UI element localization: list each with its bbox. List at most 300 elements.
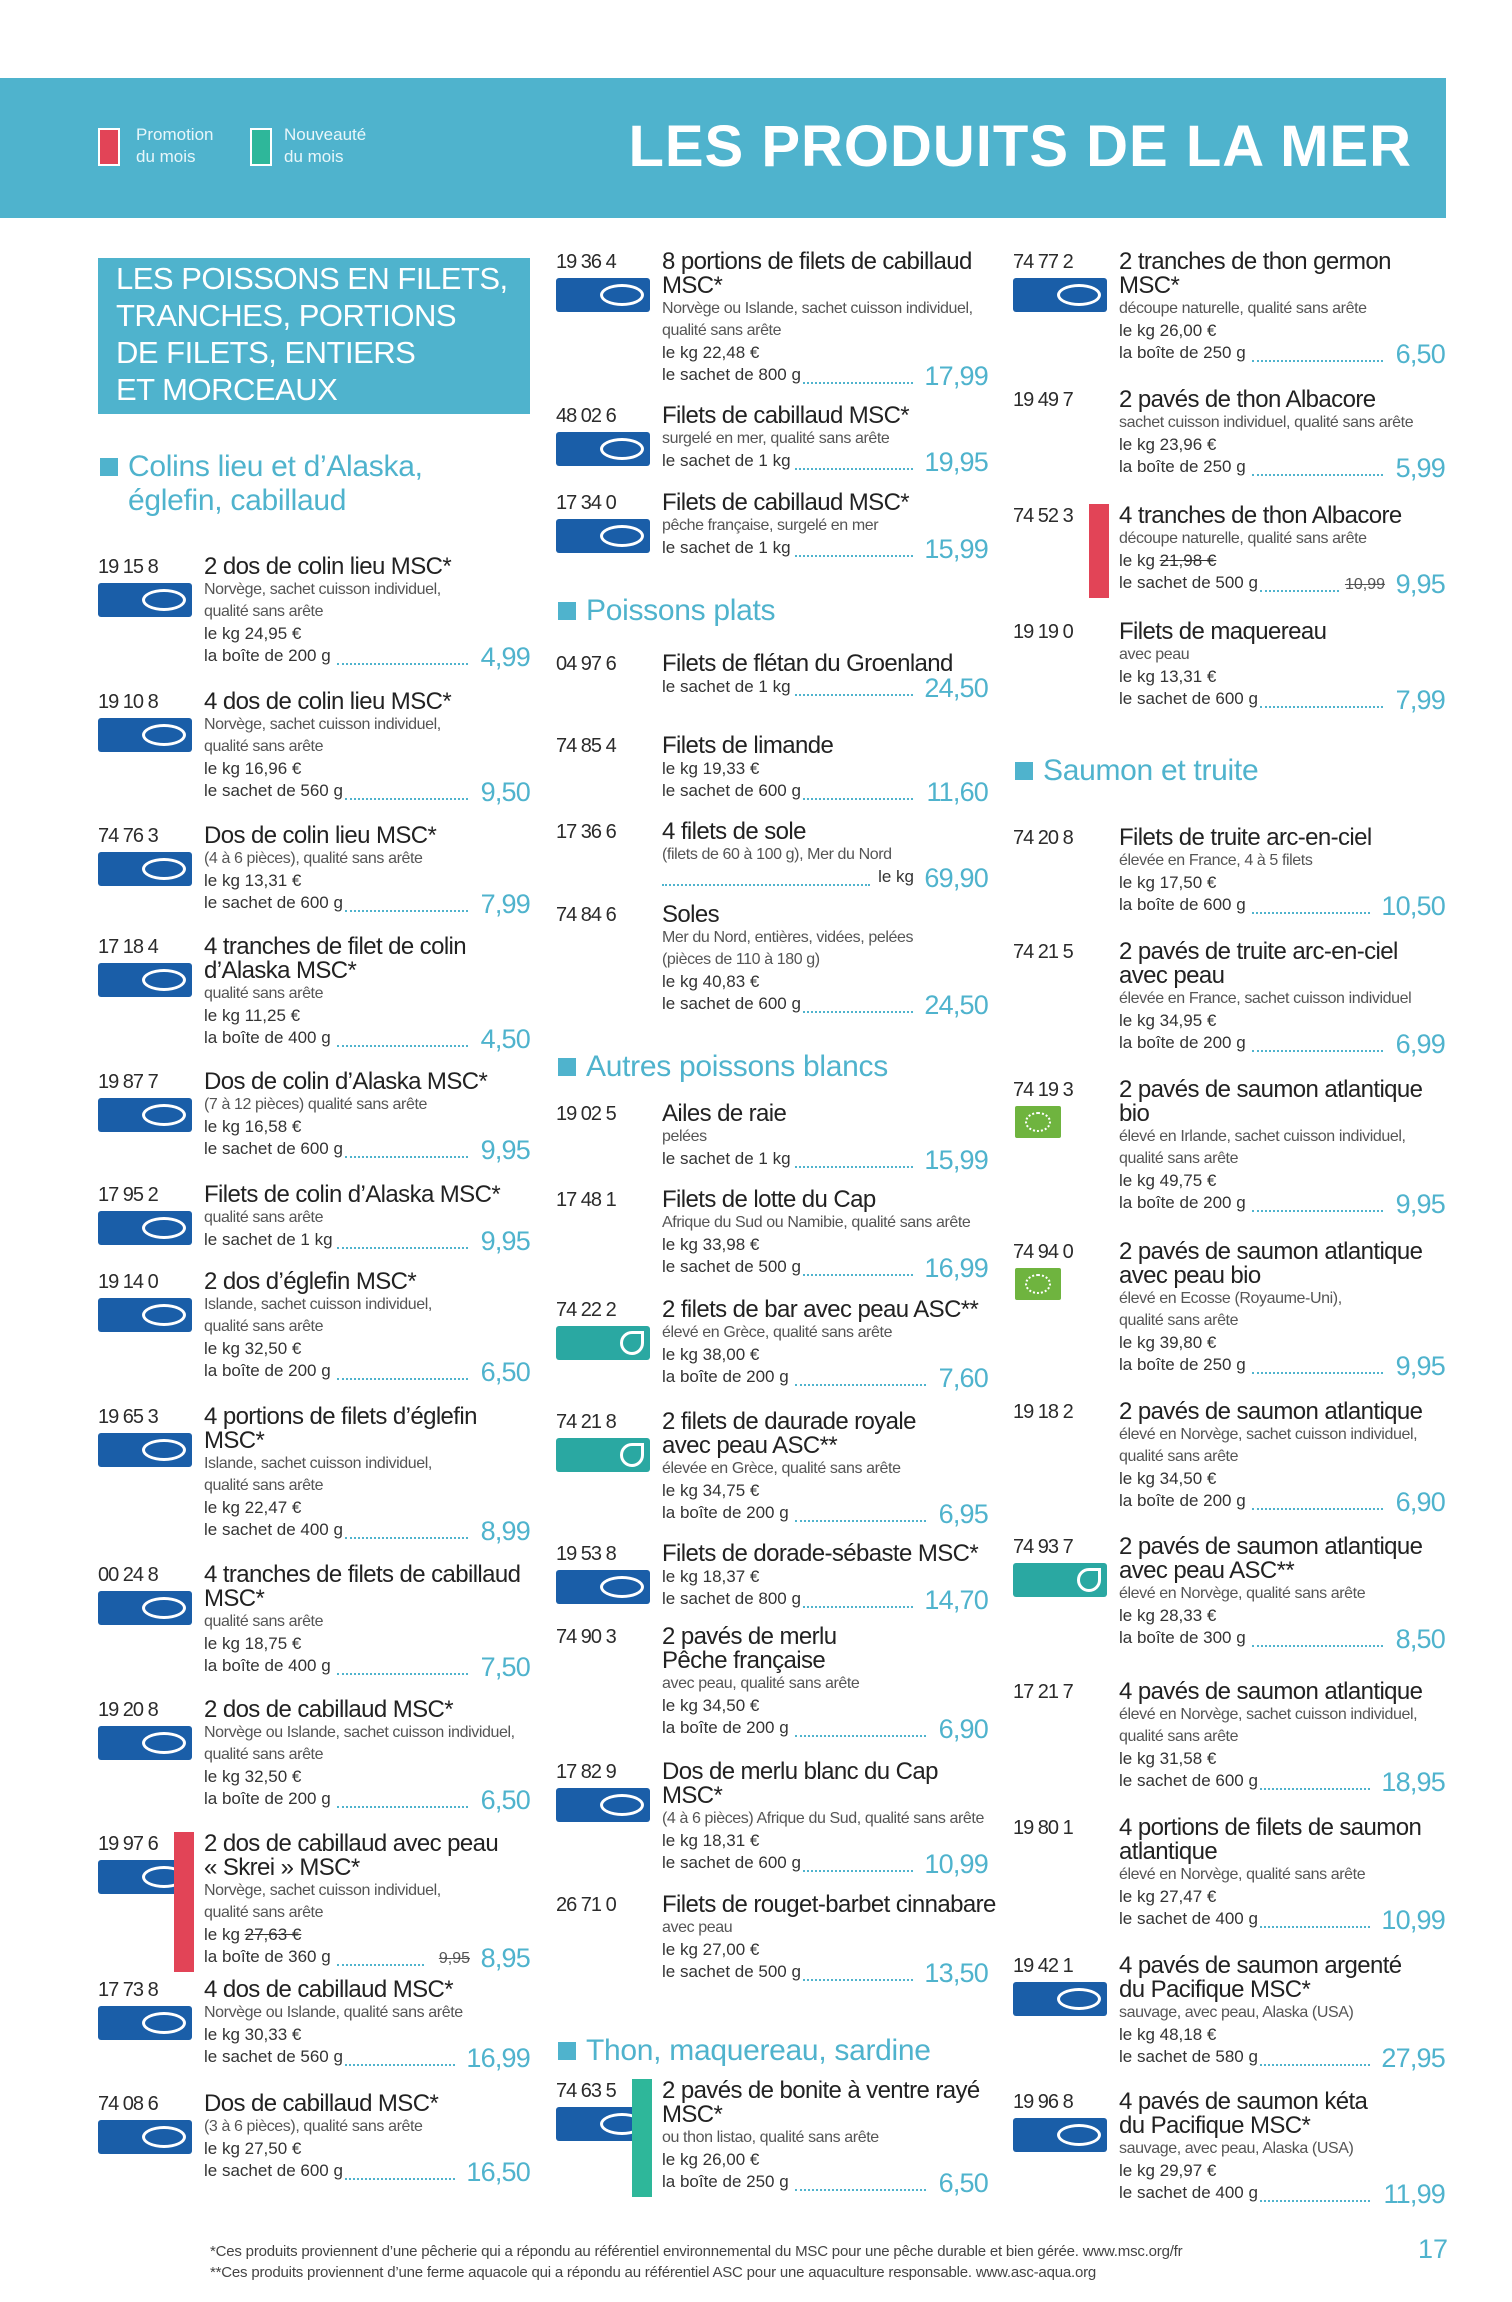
package-size: la boîte de 250 g xyxy=(1119,343,1246,362)
product-description: élevé en Irlande, sachet cuisson individuel, xyxy=(1119,1128,1406,1145)
product-description: élevé en Norvège, qualité sans arête xyxy=(1119,1585,1366,1602)
price-line xyxy=(1119,1351,1445,1381)
package-size: la boîte de 360 g xyxy=(204,1947,331,1966)
product-description: élevée en Grèce, qualité sans arête xyxy=(662,1460,901,1477)
price-per-kg: le kg 30,33 € xyxy=(204,2025,302,2044)
price-per-kg: le kg 32,50 € xyxy=(204,1767,302,1786)
product-details xyxy=(662,903,988,1019)
msc-logo-icon xyxy=(1013,278,1107,312)
product-code: 19 53 8 xyxy=(556,1543,616,1565)
dot-leader xyxy=(803,1011,913,1013)
category-box xyxy=(98,258,530,414)
product-details xyxy=(204,1698,530,1814)
section-title: Saumon et truite xyxy=(1043,754,1259,787)
product-title: 2 pavés de saumon atlantique xyxy=(1119,1076,1423,1103)
product-details xyxy=(1119,826,1445,920)
product-details xyxy=(1119,388,1445,482)
product-details xyxy=(662,2079,988,2197)
fish-icon xyxy=(142,724,186,746)
product-description: ou thon listao, qualité sans arête xyxy=(662,2129,879,2146)
product-description: qualité sans arête xyxy=(1119,1150,1239,1167)
price-line xyxy=(1119,1905,1445,1935)
product-code: 74 85 4 xyxy=(556,735,616,757)
price-value: 17,99 xyxy=(924,361,988,391)
price-line xyxy=(662,361,988,391)
product-title: Filets de lotte du Cap xyxy=(662,1186,876,1213)
dot-leader xyxy=(795,468,913,470)
price-per-kg: le kg 18,75 € xyxy=(204,1634,302,1653)
product-description: sauvage, avec peau, Alaska (USA) xyxy=(1119,2140,1354,2157)
price-per-kg: le kg 13,31 € xyxy=(1119,667,1217,686)
product-title: 4 dos de cabillaud MSC* xyxy=(204,1976,454,2003)
dot-leader xyxy=(795,555,913,557)
new-legend-swatch xyxy=(250,128,272,166)
price-line xyxy=(204,1943,530,1973)
product-title: Filets de cabillaud MSC* xyxy=(662,489,910,516)
product-description: avec peau xyxy=(1119,646,1190,663)
product-details xyxy=(204,1563,530,1681)
product-title: d’Alaska MSC* xyxy=(204,957,357,984)
product-title: 2 pavés de bonite à ventre rayé xyxy=(662,2077,980,2104)
price-line xyxy=(662,1849,988,1879)
product-code: 17 48 1 xyxy=(556,1189,616,1211)
section-marker xyxy=(558,1058,576,1076)
dot-leader xyxy=(1252,1050,1383,1052)
dot-leader xyxy=(795,1166,913,1168)
dot-leader xyxy=(345,2064,455,2066)
product-details xyxy=(204,1270,530,1386)
price-value: 6,95 xyxy=(938,1499,988,1529)
dot-leader xyxy=(345,910,468,912)
price-per-kg: le kg 26,00 € xyxy=(1119,321,1217,340)
price-per-kg: le kg 16,96 € xyxy=(204,759,302,778)
price-line xyxy=(662,1253,988,1283)
package-size: le sachet de 560 g xyxy=(204,781,343,800)
product-code: 19 20 8 xyxy=(98,1699,158,1721)
price-per-kg: le kg 24,95 € xyxy=(204,624,302,643)
product-title: avec peau xyxy=(1119,962,1225,989)
product-description: qualité sans arête xyxy=(1119,1728,1239,1745)
product-details xyxy=(1119,1240,1445,1380)
product-title: 4 portions de filets de saumon xyxy=(1119,1814,1422,1841)
package-size: le sachet de 500 g xyxy=(662,1257,801,1276)
package-size: la boîte de 250 g xyxy=(1119,1355,1246,1374)
fish-icon xyxy=(142,2012,186,2034)
fish-icon xyxy=(620,1331,644,1355)
package-size: le sachet de 1 kg xyxy=(662,538,791,557)
product-code: 17 18 4 xyxy=(98,936,158,958)
price-value: 6,99 xyxy=(1395,1029,1445,1059)
fish-icon xyxy=(600,1794,644,1816)
product-details xyxy=(662,491,988,563)
product-code: 17 73 8 xyxy=(98,1979,158,2001)
price-line xyxy=(662,1958,988,1988)
msc-logo-icon xyxy=(556,1788,650,1822)
product-details xyxy=(1119,1680,1445,1796)
fish-icon xyxy=(1077,1568,1101,1592)
price-line xyxy=(662,1714,988,1744)
product-title: 4 pavés de saumon argenté xyxy=(1119,1952,1402,1979)
product-details xyxy=(662,820,988,892)
price-value: 9,95 xyxy=(1395,1351,1445,1381)
price-per-kg: le kg 39,80 € xyxy=(1119,1333,1217,1352)
price-line xyxy=(662,2168,988,2198)
product-description: qualité sans arête xyxy=(204,738,324,755)
new-legend-label: Nouveauté du mois xyxy=(284,125,367,166)
dot-leader xyxy=(1260,2064,1370,2066)
product-code: 17 34 0 xyxy=(556,492,616,514)
msc-logo-icon xyxy=(98,2120,192,2154)
product-code: 19 87 7 xyxy=(98,1071,158,1093)
product-description: qualité sans arête xyxy=(1119,1448,1239,1465)
dot-leader xyxy=(795,694,913,696)
product-title: MSC* xyxy=(662,272,723,299)
product-title: avec peau bio xyxy=(1119,1262,1261,1289)
product-details xyxy=(204,935,530,1053)
section-heading-colins xyxy=(98,450,538,518)
price-value: 8,99 xyxy=(480,1516,530,1546)
product-code: 19 97 6 xyxy=(98,1833,158,1855)
price-per-kg: le kg 17,50 € xyxy=(1119,873,1217,892)
fish-icon xyxy=(1057,2124,1101,2146)
section-title: Autres poissons blancs xyxy=(586,1050,888,1083)
product-title: Dos de colin lieu MSC* xyxy=(204,822,437,849)
product-code: 17 36 6 xyxy=(556,821,616,843)
old-price-per-kg: 21,98 € xyxy=(1159,551,1217,570)
product-description: qualité sans arête xyxy=(204,1477,324,1494)
product-details xyxy=(204,1070,530,1164)
package-size: la boîte de 200 g xyxy=(1119,1193,1246,1212)
old-price: 9,95 xyxy=(438,1950,470,1967)
msc-logo-icon xyxy=(98,718,192,752)
price-value: 19,95 xyxy=(924,447,988,477)
section-marker xyxy=(1015,762,1033,780)
product-description: sachet cuisson individuel, qualité sans arête xyxy=(1119,414,1414,431)
dot-leader xyxy=(803,1606,913,1608)
product-code: 19 02 5 xyxy=(556,1103,616,1125)
price-per-kg: le kg 40,83 € xyxy=(662,972,760,991)
price-per-kg: le kg 18,37 € xyxy=(662,1567,760,1586)
package-size: le sachet de 600 g xyxy=(662,994,801,1013)
package-size: la boîte de 250 g xyxy=(1119,457,1246,476)
dot-leader xyxy=(337,1247,468,1249)
price-value: 4,50 xyxy=(480,1024,530,1054)
msc-logo-icon xyxy=(98,963,192,997)
product-description: Islande, sachet cuisson individuel, xyxy=(204,1455,432,1472)
price-per-kg: le kg 16,58 € xyxy=(204,1117,302,1136)
product-title: Pêche française xyxy=(662,1647,826,1674)
section-marker xyxy=(100,458,118,476)
product-description: Norvège, sachet cuisson individuel, xyxy=(204,581,441,598)
price-line xyxy=(204,1226,530,1256)
product-code: 74 84 6 xyxy=(556,904,616,926)
product-title: Filets de truite arc-en-ciel xyxy=(1119,824,1372,851)
product-details xyxy=(204,824,530,918)
package-size: le sachet de 560 g xyxy=(204,2047,343,2066)
fish-icon xyxy=(600,1576,644,1598)
product-code: 74 90 3 xyxy=(556,1626,616,1648)
package-size: le sachet de 800 g xyxy=(662,365,801,384)
price-value: 11,99 xyxy=(1383,2179,1445,2209)
section-title: Thon, maquereau, sardine xyxy=(586,2034,931,2067)
price-line xyxy=(204,1135,530,1165)
product-title: Ailes de raie xyxy=(662,1100,787,1127)
product-title: 4 pavés de saumon atlantique xyxy=(1119,1678,1423,1705)
price-line xyxy=(204,1785,530,1815)
product-code: 19 10 8 xyxy=(98,691,158,713)
price-per-kg: le kg 13,31 € xyxy=(204,871,302,890)
product-details xyxy=(1119,250,1445,368)
dot-leader xyxy=(795,1735,926,1737)
dot-leader xyxy=(1260,1926,1370,1928)
product-description: (3 à 6 pièces), qualité sans arête xyxy=(204,2118,423,2135)
price-per-kg: le kg 22,47 € xyxy=(204,1498,302,1517)
bio-logo-icon xyxy=(1015,1106,1061,1138)
package-size: le sachet de 1 kg xyxy=(662,1149,791,1168)
price-value: 6,50 xyxy=(480,1357,530,1387)
bio-logo-icon xyxy=(1015,1268,1061,1300)
product-title: 2 pavés de thon Albacore xyxy=(1119,386,1376,413)
footnote-msc: *Ces produits proviennent d’une pêcherie qui a répondu au référentiel environnemental du MSC pour une pêche durable et bien gérée. www.msc.org/fr xyxy=(210,2243,1183,2260)
product-title: MSC* xyxy=(204,1585,265,1612)
price-line xyxy=(1119,1189,1445,1219)
msc-logo-icon xyxy=(556,519,650,553)
product-details xyxy=(662,1298,988,1392)
promotion-marker xyxy=(174,1832,194,1972)
product-code: 19 15 8 xyxy=(98,556,158,578)
fish-icon xyxy=(1057,1988,1101,2010)
fish-icon xyxy=(142,1104,186,1126)
fish-icon xyxy=(142,858,186,880)
price-per-kg: le kg 22,48 € xyxy=(662,343,760,362)
product-description: Norvège ou Islande, sachet cuisson individuel, xyxy=(662,300,973,317)
old-price: 10,99 xyxy=(1344,576,1385,593)
product-details xyxy=(1119,1535,1445,1653)
dot-leader xyxy=(803,1870,913,1872)
product-title: Dos de colin d’Alaska MSC* xyxy=(204,1068,488,1095)
package-size: le sachet de 500 g xyxy=(662,1962,801,1981)
product-details xyxy=(204,555,530,671)
product-title: 2 dos de cabillaud MSC* xyxy=(204,1696,454,1723)
product-description: pêche française, surgelé en mer xyxy=(662,517,879,534)
price-line xyxy=(1119,2179,1445,2209)
product-description: (filets de 60 à 100 g), Mer du Nord xyxy=(662,846,892,863)
price-value: 9,50 xyxy=(480,777,530,807)
product-details xyxy=(204,1183,530,1255)
price-value: 16,99 xyxy=(924,1253,988,1283)
product-code: 04 97 6 xyxy=(556,653,616,675)
product-title: Filets de dorade-sébaste MSC* xyxy=(662,1540,979,1567)
product-description: qualité sans arête xyxy=(204,1904,324,1921)
product-description: (7 à 12 pièces) qualité sans arête xyxy=(204,1096,427,1113)
price-value: 69,90 xyxy=(924,863,988,893)
product-description: Norvège, sachet cuisson individuel, xyxy=(204,716,441,733)
product-code: 19 36 4 xyxy=(556,251,616,273)
product-description: qualité sans arête xyxy=(204,1318,324,1335)
price-value: 13,50 xyxy=(924,1958,988,1988)
product-title: 4 tranches de filets de cabillaud xyxy=(204,1561,521,1588)
product-details xyxy=(204,2092,530,2186)
package-size: la boîte de 200 g xyxy=(1119,1491,1246,1510)
product-title: bio xyxy=(1119,1100,1150,1127)
section-heading-saumon xyxy=(1013,754,1453,788)
package-size: la boîte de 600 g xyxy=(1119,895,1246,914)
price-value: 9,95 xyxy=(480,1135,530,1165)
price-line xyxy=(1119,569,1445,599)
price-line xyxy=(204,1516,530,1546)
price-line xyxy=(204,1024,530,1054)
product-title: Dos de merlu blanc du Cap xyxy=(662,1758,938,1785)
new-product-marker xyxy=(632,2079,652,2197)
product-description: Mer du Nord, entières, vidées, pelées xyxy=(662,929,914,946)
price-value: 7,99 xyxy=(1395,685,1445,715)
msc-logo-icon xyxy=(98,1591,192,1625)
dot-leader xyxy=(1252,1372,1383,1374)
product-description: qualité sans arête xyxy=(204,1746,324,1763)
section-marker xyxy=(558,602,576,620)
section-title: Colins lieu et d’Alaska, xyxy=(128,450,423,483)
dot-leader xyxy=(337,663,468,665)
category-line: TRANCHES, PORTIONS xyxy=(116,298,457,333)
product-code: 74 77 2 xyxy=(1013,251,1073,273)
price-per-kg: le kg 34,50 € xyxy=(1119,1469,1217,1488)
section-heading-thon xyxy=(556,2034,996,2068)
price-value: 15,99 xyxy=(924,534,988,564)
product-title: Filets de maquereau xyxy=(1119,618,1327,645)
product-description: qualité sans arête xyxy=(662,322,782,339)
product-description: Norvège, sachet cuisson individuel, xyxy=(204,1882,441,1899)
product-title: Filets de limande xyxy=(662,732,834,759)
fish-icon xyxy=(142,1439,186,1461)
price-value: 8,50 xyxy=(1395,1624,1445,1654)
price-value: 7,60 xyxy=(938,1363,988,1393)
price-per-kg-label: le kg xyxy=(204,1925,245,1944)
product-details xyxy=(204,1978,530,2072)
product-description: découpe naturelle, qualité sans arête xyxy=(1119,300,1367,317)
price-line xyxy=(1119,1487,1445,1517)
price-value: 16,99 xyxy=(466,2043,530,2073)
product-description: élevé en Ecosse (Royaume-Uni), xyxy=(1119,1290,1342,1307)
eu-organic-leaf-icon xyxy=(1025,1112,1051,1132)
price-per-kg: le kg 18,31 € xyxy=(662,1831,760,1850)
product-details xyxy=(662,1410,988,1528)
price-value: 5,99 xyxy=(1395,453,1445,483)
product-code: 19 14 0 xyxy=(98,1271,158,1293)
price-line xyxy=(662,447,988,477)
price-line xyxy=(204,777,530,807)
msc-logo-icon xyxy=(98,1298,192,1332)
product-title: 4 filets de sole xyxy=(662,818,806,845)
price-per-kg: le kg 29,97 € xyxy=(1119,2161,1217,2180)
package-size: le sachet de 800 g xyxy=(662,1589,801,1608)
fish-icon xyxy=(142,1732,186,1754)
package-size: la boîte de 300 g xyxy=(1119,1628,1246,1647)
price-per-kg: le kg 49,75 € xyxy=(1119,1171,1217,1190)
fish-icon xyxy=(142,589,186,611)
product-code: 74 52 3 xyxy=(1013,505,1073,527)
fish-icon xyxy=(142,1304,186,1326)
product-description: qualité sans arête xyxy=(204,1613,324,1630)
price-value: 18,95 xyxy=(1381,1767,1445,1797)
dot-leader xyxy=(345,1156,468,1158)
price-line xyxy=(204,889,530,919)
msc-logo-icon xyxy=(1013,2118,1107,2152)
price-value: 14,70 xyxy=(924,1585,988,1615)
product-code: 19 42 1 xyxy=(1013,1955,1073,1977)
product-description: élevé en Norvège, sachet cuisson individuel, xyxy=(1119,1426,1418,1443)
product-title: MSC* xyxy=(1119,272,1180,299)
dot-leader xyxy=(1260,590,1339,592)
price-per-kg: le kg 31,58 € xyxy=(1119,1749,1217,1768)
package-size: la boîte de 400 g xyxy=(204,1028,331,1047)
price-value: 10,99 xyxy=(1381,1905,1445,1935)
product-description: qualité sans arête xyxy=(204,1209,324,1226)
price-value: 7,50 xyxy=(480,1652,530,1682)
package-size: la boîte de 400 g xyxy=(204,1656,331,1675)
package-size: la boîte de 200 g xyxy=(1119,1033,1246,1052)
product-code: 26 71 0 xyxy=(556,1894,616,1916)
price-line xyxy=(204,2043,530,2073)
product-code: 19 80 1 xyxy=(1013,1817,1073,1839)
price-value: 6,50 xyxy=(938,2168,988,2198)
package-size: la boîte de 200 g xyxy=(204,1789,331,1808)
product-code: 74 19 3 xyxy=(1013,1079,1073,1101)
product-details xyxy=(204,690,530,806)
product-description: (4 à 6 pièces) Afrique du Sud, qualité sans arête xyxy=(662,1810,984,1827)
product-description: pelées xyxy=(662,1128,707,1145)
price-line xyxy=(1119,453,1445,483)
dot-leader xyxy=(1252,1645,1383,1647)
package-size: le sachet de 600 g xyxy=(662,1853,801,1872)
msc-logo-icon xyxy=(98,1211,192,1245)
header-band xyxy=(0,78,1446,218)
product-description: sauvage, avec peau, Alaska (USA) xyxy=(1119,2004,1354,2021)
product-description: élevé en Norvège, sachet cuisson individuel, xyxy=(1119,1706,1418,1723)
package-size: le sachet de 400 g xyxy=(1119,1909,1258,1928)
price-per-kg: le kg 23,96 € xyxy=(1119,435,1217,454)
package-size: la boîte de 200 g xyxy=(662,1503,789,1522)
dot-leader xyxy=(662,884,870,886)
price-per-kg: le kg 33,98 € xyxy=(662,1235,760,1254)
product-title: avec peau ASC** xyxy=(662,1432,838,1459)
product-title: Filets de colin d’Alaska MSC* xyxy=(204,1181,501,1208)
dot-leader xyxy=(1252,1508,1383,1510)
product-code: 48 02 6 xyxy=(556,405,616,427)
package-size: le sachet de 600 g xyxy=(662,781,801,800)
dot-leader xyxy=(345,1537,468,1539)
product-details xyxy=(1119,1816,1445,1934)
product-description: avec peau xyxy=(662,1919,733,1936)
product-title: 2 pavés de saumon atlantique xyxy=(1119,1398,1423,1425)
product-description: Norvège ou Islande, sachet cuisson individuel, xyxy=(204,1724,515,1741)
fish-icon xyxy=(600,284,644,306)
product-code: 74 22 2 xyxy=(556,1299,616,1321)
dot-leader xyxy=(795,1384,926,1386)
package-size: la boîte de 200 g xyxy=(662,1367,789,1386)
fish-icon xyxy=(142,969,186,991)
dot-leader xyxy=(1252,912,1370,914)
product-details xyxy=(662,1542,988,1614)
msc-logo-icon xyxy=(98,1726,192,1760)
product-title: MSC* xyxy=(662,2101,723,2128)
product-details xyxy=(662,652,988,702)
price-per-kg: le kg 34,50 € xyxy=(662,1696,760,1715)
price-line xyxy=(662,1363,988,1393)
price-per-kg: le kg 27,50 € xyxy=(204,2139,302,2158)
price-line xyxy=(662,1145,988,1175)
dot-leader xyxy=(337,1673,468,1675)
price-value: 6,50 xyxy=(480,1785,530,1815)
